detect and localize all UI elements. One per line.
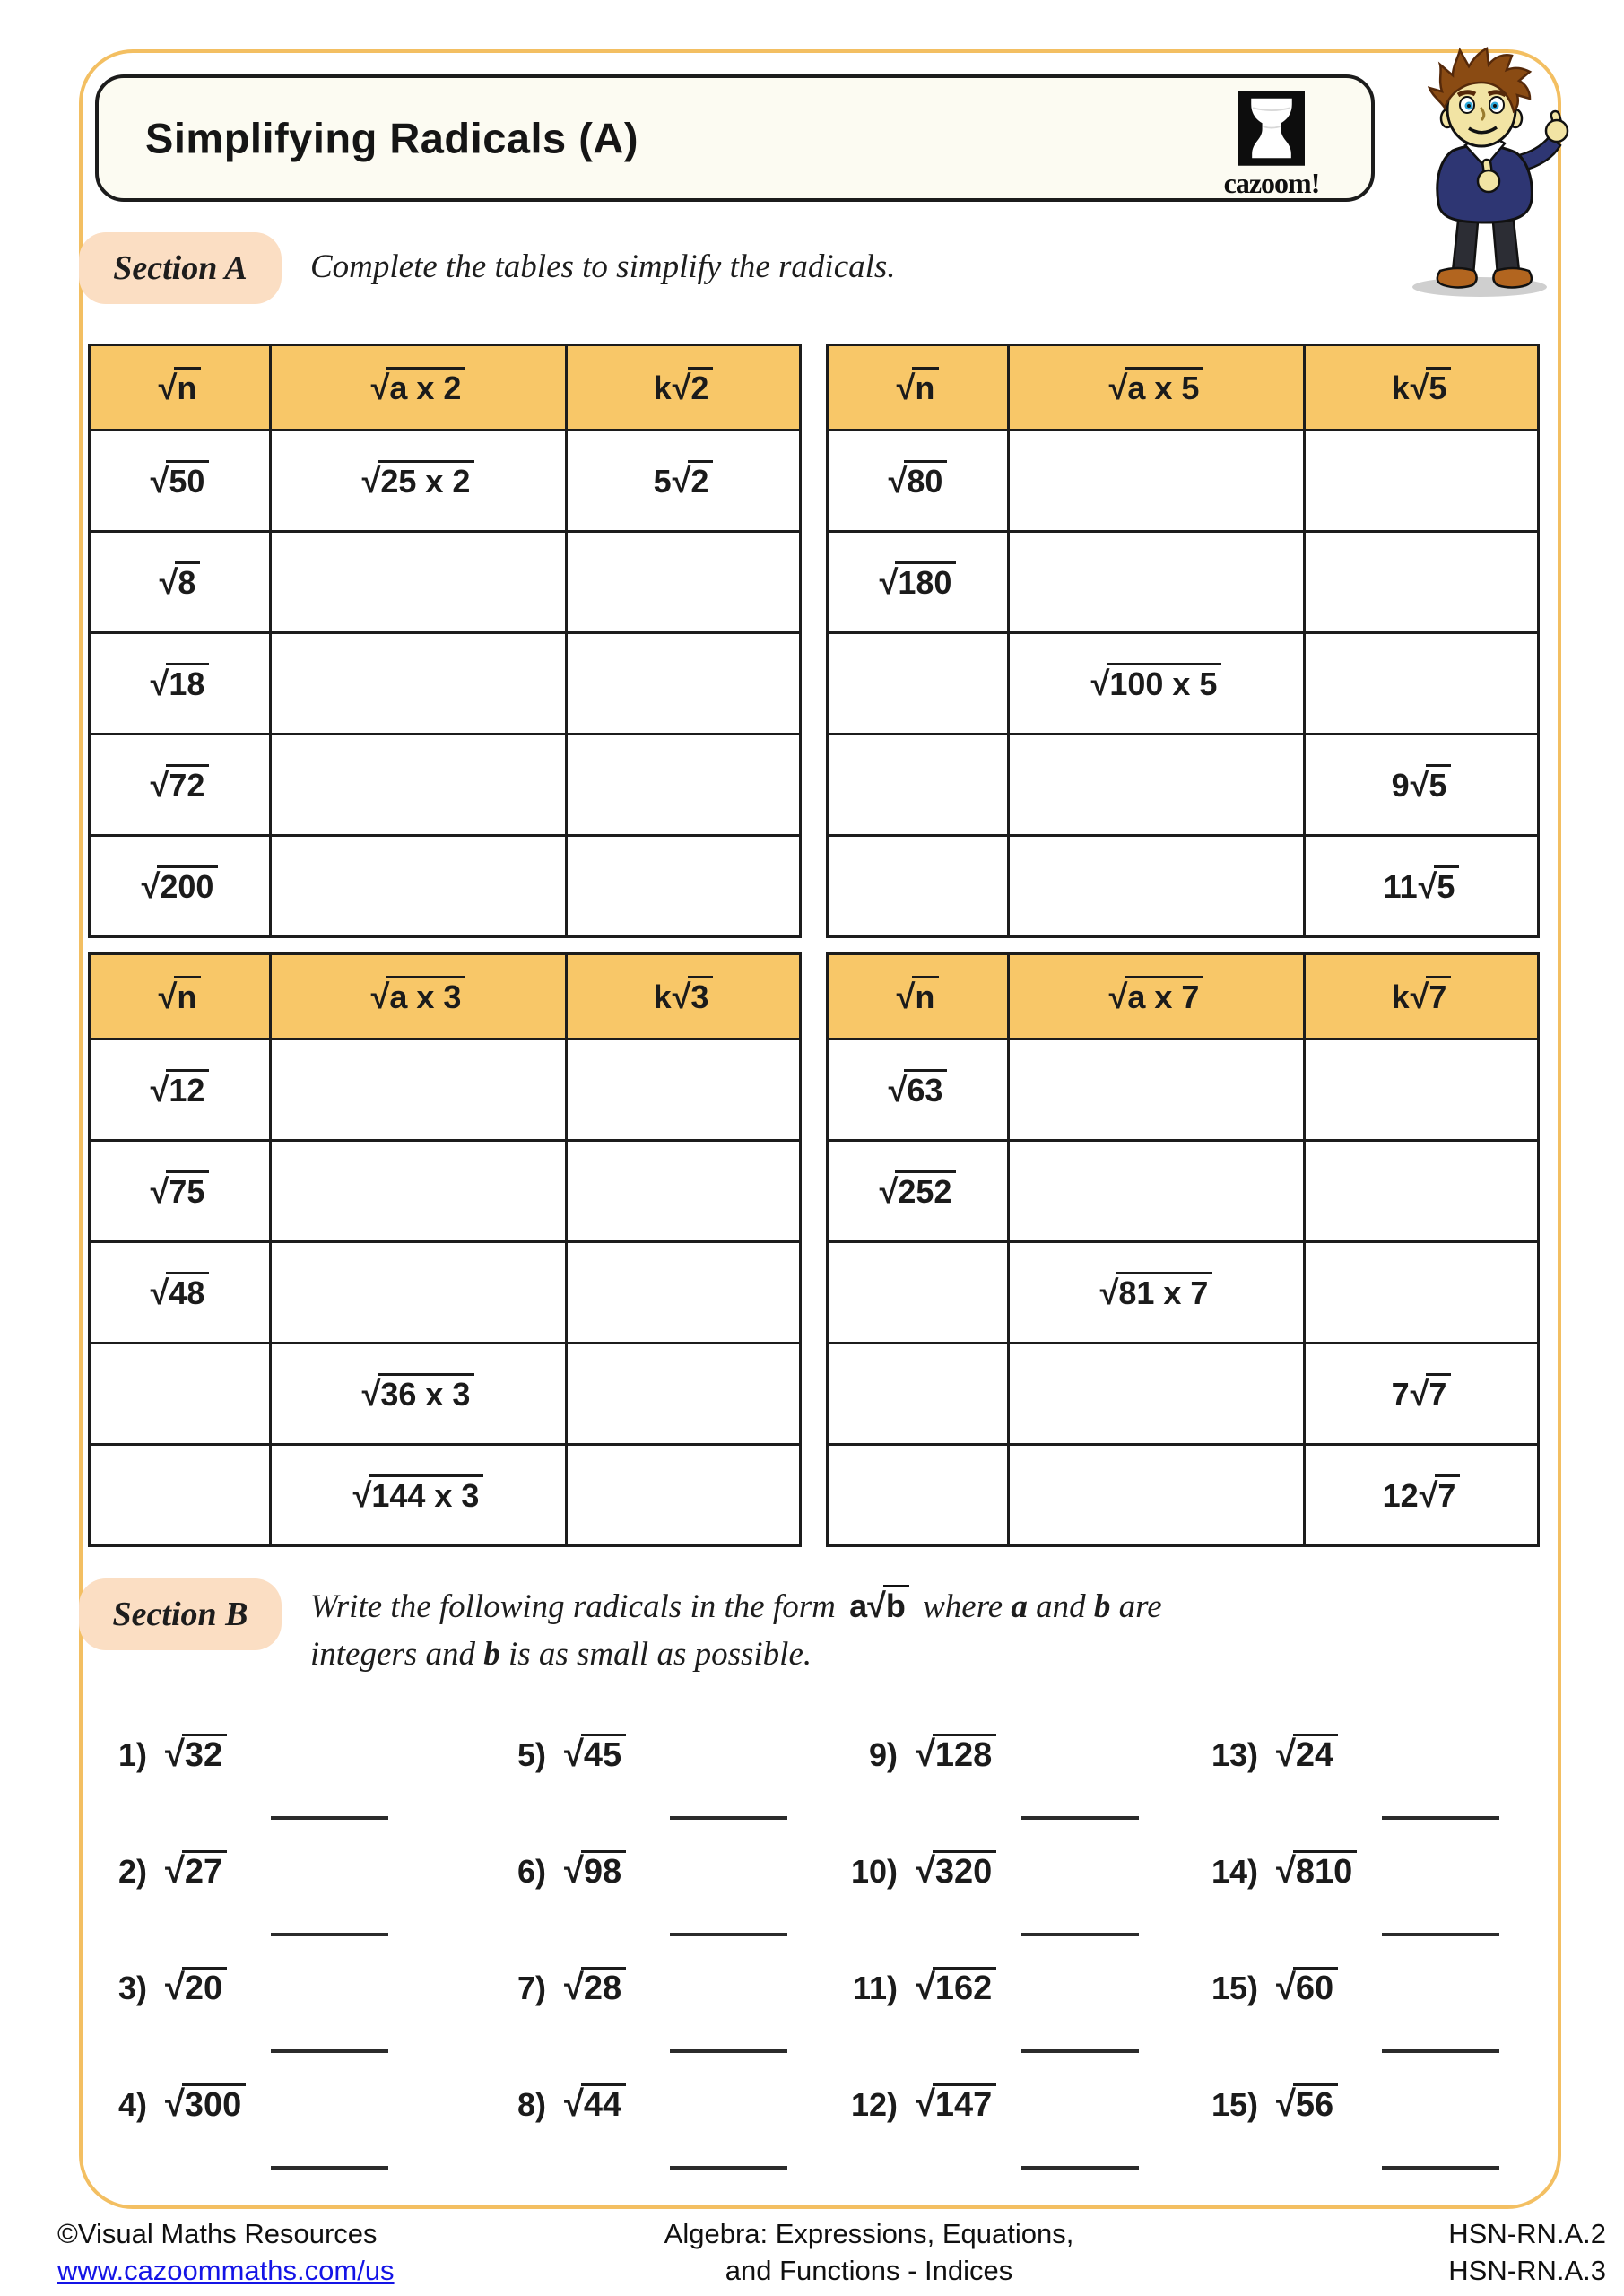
table-cell-blank: [567, 735, 801, 836]
radical-sign: √: [165, 1735, 185, 1774]
radical-expression: √56: [1276, 2083, 1338, 2125]
table-cell-blank: [1305, 532, 1539, 633]
answer-line: [1021, 1816, 1139, 1820]
table-cell-blank: [828, 1344, 1009, 1445]
radical-expression: √a x 7: [1109, 978, 1204, 1015]
radical-sign: √: [916, 1851, 935, 1891]
radical-expression: √32: [165, 1734, 227, 1775]
table-header-cell: [1009, 345, 1305, 430]
table-header-cell: [90, 954, 271, 1039]
djembe-drum-icon: [1238, 91, 1305, 166]
table-cell-blank: [567, 1344, 801, 1445]
table-header-cell: [1305, 345, 1539, 430]
table-cell-blank: [1305, 430, 1539, 532]
problem-item: [81, 2083, 480, 2200]
radical-sign: √: [1090, 665, 1110, 703]
problem-item: [1192, 1734, 1546, 1850]
table-cell-blank: [271, 1141, 567, 1242]
radical-sign: √: [370, 978, 390, 1016]
radical-expression: √n: [159, 978, 202, 1015]
radical-sign: √: [564, 1851, 584, 1891]
radical-expression: √n: [897, 978, 940, 1015]
problem-number: 8): [517, 2086, 546, 2123]
table-cell-blank: [271, 532, 567, 633]
cazoom-logo: [1204, 91, 1339, 200]
table-cell-blank: [1305, 1242, 1539, 1344]
formula-a-sqrt-b: a√b: [844, 1587, 915, 1624]
radical-sign: √: [159, 564, 178, 602]
table-cell-blank: [1009, 1141, 1305, 1242]
radical-expression: √147: [916, 2083, 996, 2125]
radical-sign: √: [1410, 767, 1429, 804]
table-cell-blank: [1009, 532, 1305, 633]
answer-line: [271, 2166, 388, 2170]
radical-expression: √162: [916, 1967, 996, 2008]
radical-expression: √20: [165, 1967, 227, 2008]
table-cell-blank: [828, 1445, 1009, 1546]
table-cell-filled: [1305, 1344, 1539, 1445]
answer-line: [670, 1933, 787, 1936]
problem-number: 15): [1211, 2086, 1258, 2123]
table-cell-blank: [828, 735, 1009, 836]
problem-number: 3): [117, 1970, 147, 2006]
radical-sign: √: [150, 463, 169, 500]
radical-sign: √: [150, 767, 169, 804]
table-cell-filled: [828, 532, 1009, 633]
problem-item: [81, 1967, 480, 2083]
radical-sign: √: [141, 868, 161, 906]
radical-expression: √28: [564, 1967, 626, 2008]
answer-line: [1382, 1816, 1499, 1820]
table-header-cell: [271, 954, 567, 1039]
problem-number: 2): [117, 1853, 147, 1890]
radical-sign: √: [1276, 2084, 1296, 2124]
answer-line: [271, 1816, 388, 1820]
problem-item: [81, 1850, 480, 1967]
radical-expression: √80: [889, 463, 948, 500]
problem-item: [480, 1967, 831, 2083]
table-cell-blank: [567, 836, 801, 937]
radical-expression: √36 x 3: [362, 1376, 475, 1413]
problem-number: 10): [850, 1853, 898, 1890]
radical-sign: √: [888, 1072, 908, 1109]
problem-number: 9): [868, 1736, 898, 1773]
table-cell-filled: [567, 430, 801, 532]
answer-line: [670, 2166, 787, 2170]
radical-expression: √50: [151, 463, 210, 500]
radical-sign: √: [370, 370, 390, 407]
table-cell-filled: [271, 430, 567, 532]
table-cell-filled: [1009, 1242, 1305, 1344]
problem-number: 4): [117, 2086, 147, 2123]
table-cell-filled: [90, 430, 271, 532]
topic-line-1: Algebra: Expressions, Equations,: [664, 2218, 1074, 2249]
section-a-instruction: Complete the tables to simplify the radicals.: [310, 248, 896, 285]
radical-expression: √128: [916, 1734, 996, 1775]
radical-sign: √: [1276, 1968, 1296, 2007]
table-cell-filled: [271, 1445, 567, 1546]
table-cell-blank: [567, 1039, 801, 1141]
radical-sign: √: [916, 1735, 935, 1774]
table-cell-blank: [271, 633, 567, 735]
table-cell-blank: [1009, 735, 1305, 836]
problem-item: [1192, 2083, 1546, 2200]
table-cell-blank: [271, 1039, 567, 1141]
problem-number: 5): [517, 1736, 546, 1773]
radical-expression: √27: [165, 1850, 227, 1892]
footer-topic: [241, 2215, 1497, 2289]
radical-expression: √24: [1276, 1734, 1338, 1775]
radical-expression: √63: [889, 1072, 948, 1109]
table-header-cell: [828, 954, 1009, 1039]
radical-sign: √: [1410, 978, 1429, 1016]
radical-sign: √: [896, 978, 916, 1016]
table-cell-blank: [828, 836, 1009, 937]
table-cell-filled: [1305, 735, 1539, 836]
table-cell-filled: [90, 1242, 271, 1344]
table-cell-blank: [1305, 633, 1539, 735]
answer-line: [1021, 2049, 1139, 2053]
problem-number: 1): [117, 1736, 147, 1773]
radicals-table-3: [88, 952, 802, 1547]
radical-expression: √100 x 5: [1091, 665, 1222, 702]
table-cell-filled: [1305, 836, 1539, 937]
radical-expression: √81 x 7: [1100, 1274, 1213, 1311]
cazoom-website-link[interactable]: www.cazoommaths.com/us: [57, 2255, 395, 2286]
radical-sign: √: [361, 463, 381, 500]
radical-sign: √: [158, 370, 178, 407]
table-cell-filled: [90, 836, 271, 937]
radical-sign: √: [672, 463, 691, 500]
problem-item: [1192, 1850, 1546, 1967]
radical-expression: k√7: [1392, 978, 1452, 1015]
table-header-cell: [1009, 954, 1305, 1039]
radical-sign: √: [888, 463, 908, 500]
radical-sign: √: [896, 370, 916, 407]
radical-sign: √: [1418, 868, 1437, 906]
radical-expression: √8: [160, 564, 201, 601]
radical-sign: √: [564, 2084, 584, 2124]
section-b-problems: [81, 1734, 1546, 2200]
standard-code-2: HSN-RN.A.3: [1448, 2255, 1606, 2286]
answer-line: [670, 1816, 787, 1820]
table-cell-blank: [567, 1445, 801, 1546]
table-cell-blank: [1009, 1344, 1305, 1445]
radical-sign: √: [150, 665, 169, 703]
instruction-line-2: integers and b is as small as possible.: [310, 1636, 812, 1673]
radical-expression: √98: [564, 1850, 626, 1892]
standard-code-1: HSN-RN.A.2: [1448, 2218, 1606, 2249]
problem-number: 12): [850, 2086, 898, 2123]
radical-expression: √300: [165, 2083, 246, 2125]
radical-expression: 5√2: [654, 463, 714, 500]
radical-sign: √: [1108, 978, 1128, 1016]
radical-expression: √320: [916, 1850, 996, 1892]
table-cell-blank: [567, 532, 801, 633]
topic-line-2: and Functions - Indices: [725, 2255, 1013, 2286]
section-b-instruction: [310, 1582, 1395, 1678]
radical-expression: √18: [151, 665, 210, 702]
radicals-table-1: [88, 344, 802, 938]
table-cell-filled: [1009, 633, 1305, 735]
page-title: Simplifying Radicals (A): [145, 114, 638, 162]
table-cell-filled: [1305, 1445, 1539, 1546]
table-cell-blank: [1009, 836, 1305, 937]
radical-expression: √12: [151, 1072, 210, 1109]
radical-sign: √: [1410, 1376, 1429, 1413]
table-cell-filled: [828, 1039, 1009, 1141]
table-cell-blank: [271, 735, 567, 836]
table-cell-blank: [567, 633, 801, 735]
instruction-line-1: Write the following radicals in the form a√b where a and b are: [310, 1582, 1395, 1631]
answer-line: [271, 2049, 388, 2053]
radical-expression: √180: [880, 564, 957, 601]
radical-expression: √44: [564, 2083, 626, 2125]
table-header-cell: [271, 345, 567, 430]
radical-expression: √144 x 3: [353, 1477, 484, 1514]
radical-sign: √: [158, 978, 178, 1016]
answer-line: [670, 2049, 787, 2053]
radical-expression: √252: [880, 1173, 957, 1210]
problem-item: [831, 1734, 1192, 1850]
problem-item: [831, 1967, 1192, 2083]
radical-sign: √: [879, 564, 899, 602]
table-cell-blank: [567, 1141, 801, 1242]
radical-expression: √a x 2: [371, 370, 466, 406]
problem-item: [81, 1734, 480, 1850]
table-cell-blank: [567, 1242, 801, 1344]
radical-expression: 9√5: [1392, 767, 1452, 804]
footer-standards: [1448, 2215, 1606, 2289]
problem-item: [1192, 1967, 1546, 2083]
table-cell-blank: [271, 836, 567, 937]
table-cell-filled: [90, 1039, 271, 1141]
table-cell-blank: [90, 1344, 271, 1445]
table-cell-blank: [1305, 1039, 1539, 1141]
table-cell-filled: [90, 633, 271, 735]
radical-sign: √: [867, 1587, 886, 1625]
answer-line: [1382, 2166, 1499, 2170]
radical-sign: √: [352, 1477, 372, 1515]
table-cell-blank: [1305, 1141, 1539, 1242]
radical-expression: √60: [1276, 1967, 1338, 2008]
copyright-text: ©Visual Maths Resources: [57, 2218, 378, 2249]
radical-expression: √n: [159, 370, 202, 406]
problem-item: [831, 1850, 1192, 1967]
radical-sign: √: [564, 1735, 584, 1774]
radical-sign: √: [1276, 1735, 1296, 1774]
radical-expression: k√2: [654, 370, 714, 406]
section-b-label: Section B: [79, 1578, 282, 1650]
radical-sign: √: [916, 2084, 935, 2124]
table-cell-filled: [90, 532, 271, 633]
table-cell-blank: [1009, 430, 1305, 532]
problem-item: [480, 1850, 831, 1967]
problem-number: 6): [517, 1853, 546, 1890]
radical-expression: √45: [564, 1734, 626, 1775]
radical-sign: √: [916, 1968, 935, 2007]
table-cell-blank: [828, 633, 1009, 735]
radical-sign: √: [1276, 1851, 1296, 1891]
problem-number: 7): [517, 1970, 546, 2006]
radical-sign: √: [564, 1968, 584, 2007]
table-cell-filled: [90, 1141, 271, 1242]
problem-number: 13): [1211, 1736, 1258, 1773]
radical-expression: 11√5: [1384, 868, 1460, 905]
radical-sign: √: [879, 1173, 899, 1211]
radical-expression: √a x 5: [1109, 370, 1204, 406]
radical-sign: √: [165, 1851, 185, 1891]
answer-line: [271, 1933, 388, 1936]
radical-expression: k√3: [654, 978, 714, 1015]
table-cell-blank: [271, 1242, 567, 1344]
table-cell-filled: [828, 430, 1009, 532]
answer-line: [1382, 1933, 1499, 1936]
answer-line: [1382, 2049, 1499, 2053]
table-header-cell: [828, 345, 1009, 430]
problem-number: 14): [1211, 1853, 1258, 1890]
radical-expression: √72: [151, 767, 210, 804]
radicals-table-2: [826, 344, 1540, 938]
problem-item: [831, 2083, 1192, 2200]
table-cell-filled: [90, 735, 271, 836]
radical-expression: k√5: [1392, 370, 1452, 406]
table-cell-blank: [90, 1445, 271, 1546]
radical-sign: √: [150, 1072, 169, 1109]
table-header-cell: [90, 345, 271, 430]
radical-sign: √: [150, 1173, 169, 1211]
radical-sign: √: [165, 2084, 185, 2124]
radical-sign: √: [672, 978, 691, 1016]
table-cell-blank: [828, 1242, 1009, 1344]
radical-expression: √48: [151, 1274, 210, 1311]
answer-line: [1021, 2166, 1139, 2170]
radical-expression: 7√7: [1392, 1376, 1452, 1413]
radical-sign: √: [361, 1376, 381, 1413]
problem-item: [480, 1734, 831, 1850]
table-cell-filled: [271, 1344, 567, 1445]
section-a-label: Section A: [79, 232, 282, 304]
table-cell-blank: [1009, 1445, 1305, 1546]
table-header-cell: [567, 954, 801, 1039]
problem-number: 15): [1211, 1970, 1258, 2006]
radical-sign: √: [150, 1274, 169, 1312]
title-bar: [95, 74, 1375, 202]
problem-item: [480, 2083, 831, 2200]
radical-expression: √810: [1276, 1850, 1357, 1892]
radical-sign: √: [1419, 1477, 1438, 1515]
radical-sign: √: [165, 1968, 185, 2007]
mascot-boy-illustration: [1388, 45, 1581, 300]
table-header-cell: [567, 345, 801, 430]
radical-expression: √200: [142, 868, 219, 905]
answer-line: [1021, 1933, 1139, 1936]
logo-text: cazoom!: [1223, 167, 1320, 199]
radical-expression: 12√7: [1383, 1477, 1461, 1514]
table-cell-blank: [1009, 1039, 1305, 1141]
radical-expression: √25 x 2: [362, 463, 475, 500]
radical-expression: √n: [897, 370, 940, 406]
radical-sign: √: [1108, 370, 1128, 407]
radicals-table-4: [826, 952, 1540, 1547]
radical-expression: √75: [151, 1173, 210, 1210]
radical-expression: √a x 3: [371, 978, 466, 1015]
table-header-cell: [1305, 954, 1539, 1039]
radical-sign: √: [672, 370, 691, 407]
radical-sign: √: [1410, 370, 1429, 407]
radical-sign: √: [1099, 1274, 1119, 1312]
table-cell-filled: [828, 1141, 1009, 1242]
problem-number: 11): [852, 1970, 898, 2006]
